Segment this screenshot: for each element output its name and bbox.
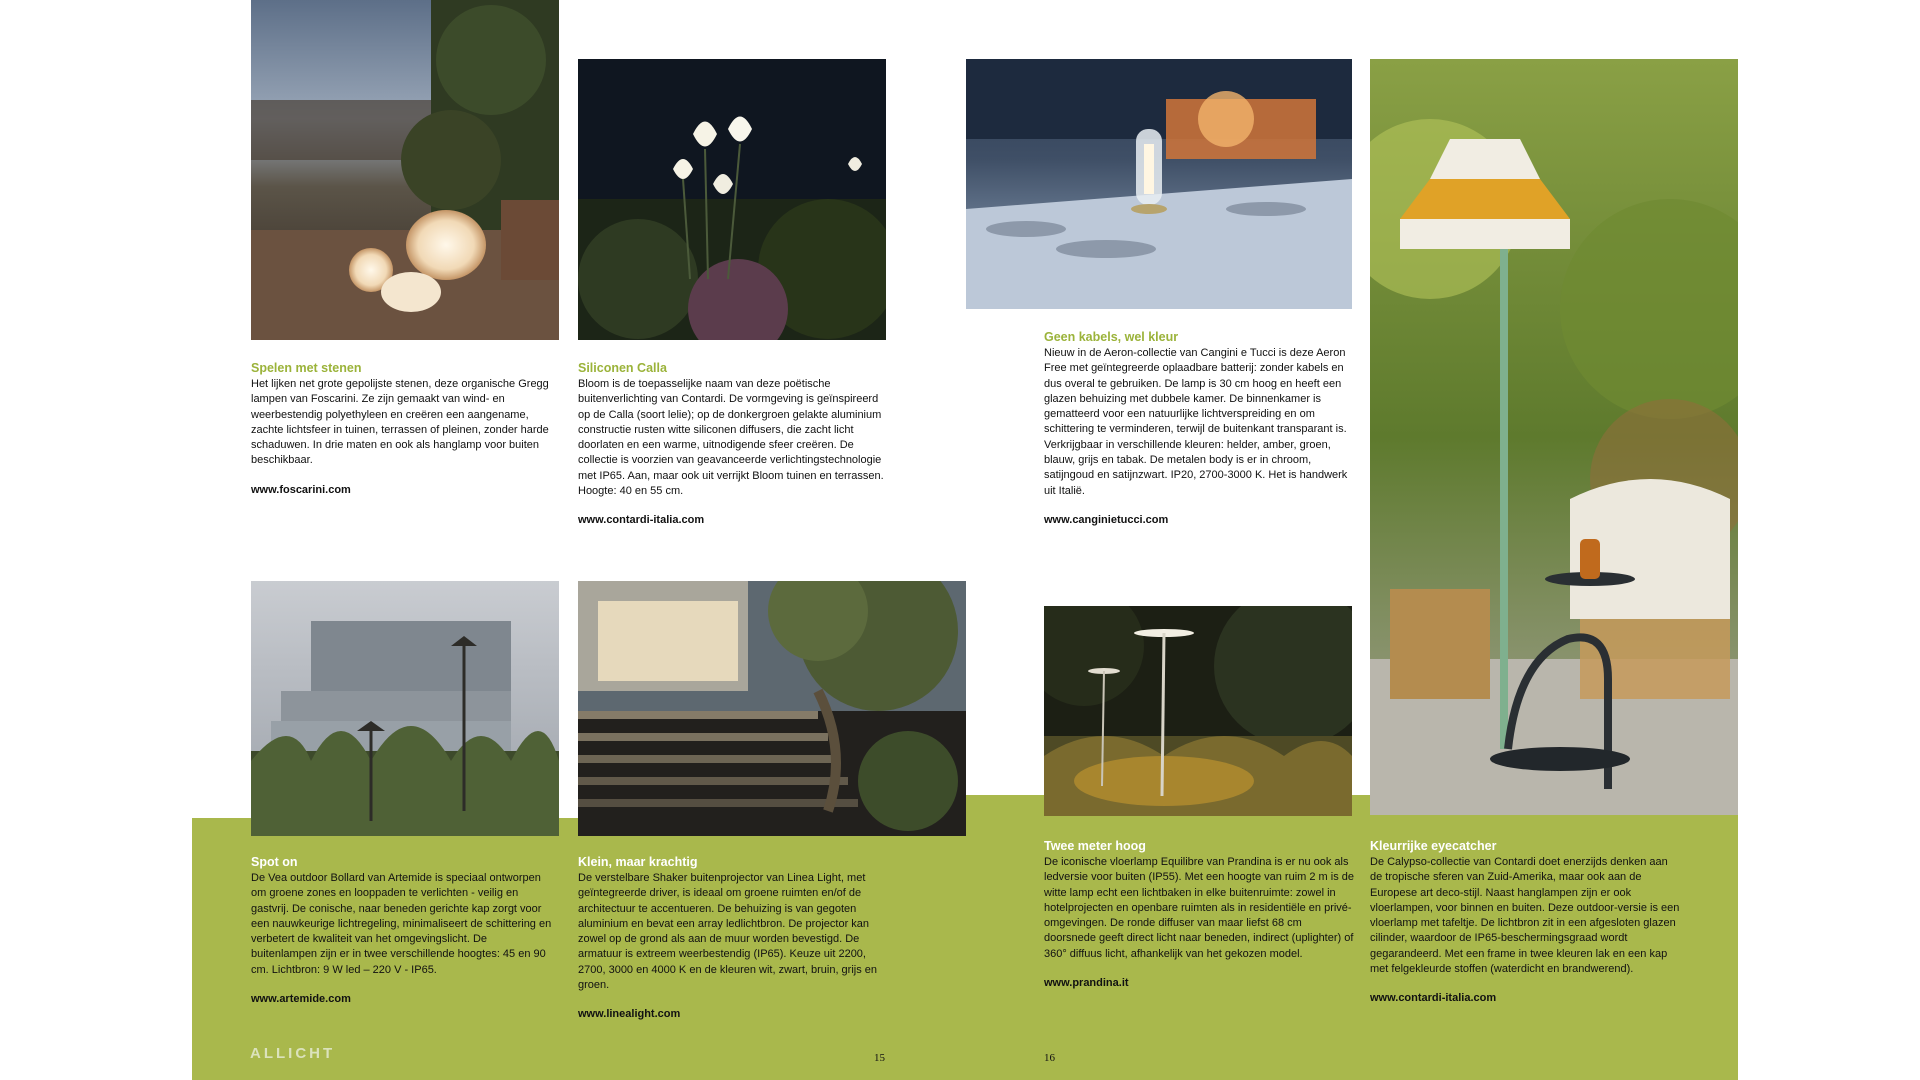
photo-linealight-shaker xyxy=(578,581,966,836)
magazine-logo: ALLICHT xyxy=(250,1045,336,1062)
article-title: Twee meter hoog xyxy=(1044,839,1146,853)
article-url-link[interactable]: www.foscarini.com xyxy=(251,483,351,496)
article-linealight xyxy=(578,855,888,1022)
article-url-link[interactable]: www.contardi-italia.com xyxy=(1370,992,1497,1005)
article-artemide xyxy=(251,855,556,1007)
page-number-right: 16 xyxy=(1044,1052,1055,1064)
article-body: De iconische vloerlamp Equilibre van Prandina is er nu ook als ledversie voor buiten (IP55). Met een hoogte van ruim 2 m is de witte lamp echt een lichtbaken in elke buitenruimte: zowel in hotelprojecten en openbare ruimten als in residentiële en privé-omgevingen. De ronde diffuser van maar liefst 68 cm doorsnede geeft direct licht naar beneden, indirect (uplighter) of 360° diffuus licht, afhankelijk van het gekozen model. xyxy=(1044,856,1354,960)
article-title: Spelen met stenen xyxy=(251,361,362,375)
article-body: De Vea outdoor Bollard van Artemide is speciaal ontworpen om groene zones en looppaden te verlichten - veilig en gastvrij. De conische, naar beneden gerichte kap zorgt voor een nauwkeurige lichtregeling, minimaliseert de schittering en verbetert de kwaliteit van het omgevingslicht. De buitenlampen zijn er in twee verschillende hoogtes: 45 en 90 cm. Lichtbron: 9 W led – 220 V - IP65. xyxy=(251,872,552,976)
article-foscarini xyxy=(251,361,556,498)
article-title: Geen kabels, wel kleur xyxy=(1044,330,1179,344)
photo-cangini-table xyxy=(966,59,1352,309)
article-url-link[interactable]: www.canginietucci.com xyxy=(1044,513,1169,526)
article-body: De verstelbare Shaker buitenprojector van Linea Light, met geïntegreerde driver, is ideaal om groene ruimten en/of de architectuur te accentueren. De behuizing is van gegoten aluminium en bevat een array ledlichtbron. De projector kan zowel op de grond als aan de muur worden bevestigd. De armatuur is extreem weerbestendig (IP65). Keuze uit 2200, 2700, 3000 en 4000 K en de kleuren wit, zwart, bruin, grijs en groen. xyxy=(578,872,878,992)
photo-contardi-calypso xyxy=(1370,59,1738,815)
article-url-link[interactable]: www.artemide.com xyxy=(251,993,351,1006)
photo-prandina-equilibre xyxy=(1044,606,1352,816)
article-url-link[interactable]: www.prandina.it xyxy=(1044,977,1129,990)
photo-contardi-bloom xyxy=(578,59,886,340)
photo-artemide-bollard xyxy=(251,581,559,836)
article-body: Het lijken net grote gepolijste stenen, deze organische Gregg lampen van Foscarini. Ze zijn gemaakt van wind- en weerbestendig polyethyleen en creëren een aangename, zachte lichtsfeer in tuinen, terrassen of pleinen, zonder harde schaduwen. In drie maten en ook als hanglamp voor buiten beschikbaar. xyxy=(251,378,549,467)
article-body: Nieuw in de Aeron-collectie van Cangini e Tucci is deze Aeron Free met geïntegreerde oplaadbare batterij: zonder kabels en dus overal te gebruiken. De lamp is 30 cm hoog en heeft een glazen behuizing met dubbele kamer. De binnenkamer is gematteerd voor een natuurlijke lichtverspreiding en om schittering te verminderen, terwijl de buitenkant transparant is. Verkrijgbaar in verschillende kleuren: helder, amber, groen, blauw, grijs en tabak. De metalen body is er in chroom, satijngoud en satijnzwart. IP20, 2700-3000 K. Het is handwerk uit Italië. xyxy=(1044,347,1348,497)
article-prandina xyxy=(1044,839,1354,991)
article-contardi-bloom xyxy=(578,361,886,528)
article-title: Siliconen Calla xyxy=(578,361,667,375)
article-cangini xyxy=(1044,330,1354,528)
article-url-link[interactable]: www.contardi-italia.com xyxy=(578,514,705,527)
article-body: De Calypso-collectie van Contardi doet enerzijds denken aan de tropische sferen van Zuid-Amerika, maar ook aan de Europese art deco-stijl. Naast hanglampen zijn er ook vloerlampen, voor binnen en buiten. Deze outdoor-versie is een vloerlamp met tafeltje. De lichtbron zit in een afgesloten glazen cilinder, waardoor de IP65-beschermingsgraad wordt gegarandeerd. Met een frame in twee kleuren lak en een kap met felgekleurde stoffen (waterdicht en brandwerend). xyxy=(1370,856,1680,976)
page-number-left: 15 xyxy=(874,1052,885,1064)
article-contardi-calypso xyxy=(1370,839,1680,1006)
article-url-link[interactable]: www.linealight.com xyxy=(578,1008,681,1021)
photo-foscarini-stones xyxy=(251,0,559,340)
article-title: Spot on xyxy=(251,855,298,869)
article-title: Klein, maar krachtig xyxy=(578,855,698,869)
article-body: Bloom is de toepasselijke naam van deze poëtische buitenverlichting van Contardi. De vormgeving is geïnspireerd op de Calla (soort lelie); op de donkergroen gelakte aluminium constructie rusten witte siliconen diffusers, die zacht licht doorlaten en een warme, uitnodigende sfeer creëren. De collectie is voorzien van geavanceerde verlichtingstechnologie met IP65. Aan, maar ook uit verrijkt Bloom tuinen en terrassen. Hoogte: 40 en 55 cm. xyxy=(578,378,884,498)
article-title: Kleurrijke eyecatcher xyxy=(1370,839,1497,853)
